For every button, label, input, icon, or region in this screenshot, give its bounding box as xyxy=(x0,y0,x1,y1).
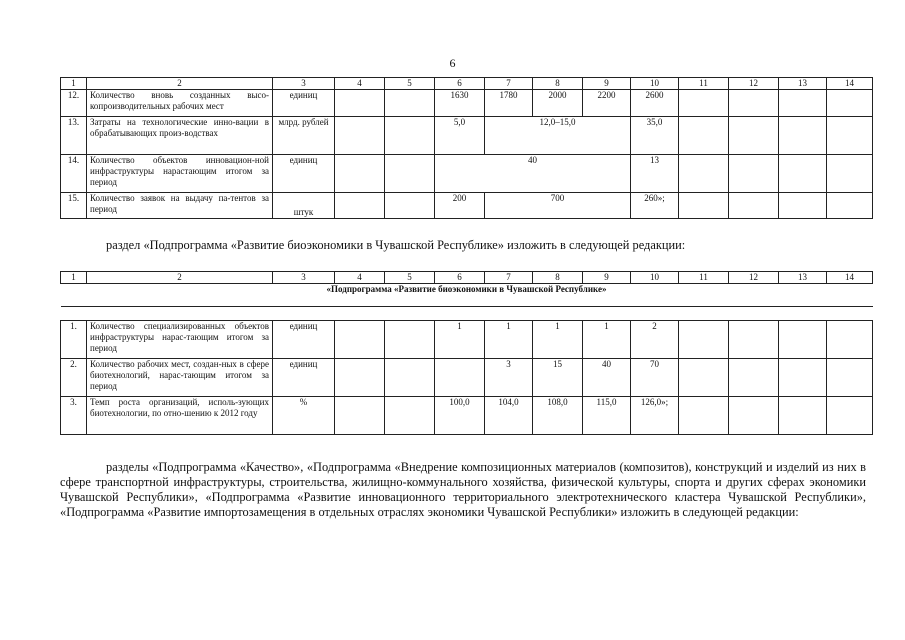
value-c8: 108,0 xyxy=(533,397,583,435)
unit: единиц xyxy=(273,90,335,117)
table-row xyxy=(61,321,873,359)
value-c10: 260»; xyxy=(631,193,679,219)
value-c6: 200 xyxy=(435,193,485,219)
page-number: 6 xyxy=(449,56,456,70)
indicator-name: Количество рабочих мест, создан-ных в сфере биотехнологий, нарас-тающим итогом за период xyxy=(87,359,273,397)
row-number: 1. xyxy=(61,321,87,359)
value-c7: 1 xyxy=(485,321,533,359)
table-row xyxy=(61,90,873,117)
indicators-table-2 xyxy=(60,271,873,435)
value-c8: 15 xyxy=(533,359,583,397)
value-c6: 5,0 xyxy=(435,117,485,155)
col-num: 12 xyxy=(729,78,779,90)
col-num: 5 xyxy=(385,78,435,90)
value-c10: 13 xyxy=(631,155,679,193)
unit: % xyxy=(273,397,335,435)
indicator-name: Количество объектов инновацион-ной инфраструктуры нарастающим итогом за период xyxy=(87,155,273,193)
paragraph-subprograms: разделы «Подпрограмма «Качество», «Подпрограмма «Внедрение композиционных материалов (композитов), конструкций и изделий из них в сфере транспортной инфраструктуры, строительства, жилищно-коммунального хозяйства, физической культуры, спорта и других сферах экономики Чувашской Республики», «Подпрограмма «Развитие инновационного территориального электротехнического кластера Чувашской Республики», «Подпрограмма «Развитие импортозамещения в отдельных отраслях экономики Чувашской Республики» изложить в следующей редакции: xyxy=(60,460,866,519)
value-c10: 70 xyxy=(631,359,679,397)
value-c6 xyxy=(435,359,485,397)
column-number-row xyxy=(61,78,873,90)
row-number: 13. xyxy=(61,117,87,155)
unit: млрд. рублей xyxy=(273,117,335,155)
value-c6: 1630 xyxy=(435,90,485,117)
table-row xyxy=(61,359,873,397)
col-num: 6 xyxy=(435,78,485,90)
value-c9: 115,0 xyxy=(583,397,631,435)
unit: единиц xyxy=(273,321,335,359)
col-num: 10 xyxy=(631,78,679,90)
value-c6-c9: 40 xyxy=(435,155,631,193)
value-c6: 100,0 xyxy=(435,397,485,435)
col-num: 13 xyxy=(779,272,827,284)
col-num: 3 xyxy=(273,78,335,90)
value-c8: 1 xyxy=(533,321,583,359)
indicator-name: Количество специализированных объектов инфраструктуры нарас-тающим итогом за период xyxy=(87,321,273,359)
indicator-name: Количество вновь созданных высо-копроизводительных рабочих мест xyxy=(87,90,273,117)
paragraph-bioeconomy: раздел «Подпрограмма «Развитие биоэкономики в Чувашской Республике» изложить в следующей редакции: xyxy=(106,238,686,252)
col-num: 10 xyxy=(631,272,679,284)
col-num: 2 xyxy=(87,78,273,90)
col-num: 8 xyxy=(533,272,583,284)
col-num: 7 xyxy=(485,78,533,90)
col-num: 3 xyxy=(273,272,335,284)
col-num: 4 xyxy=(335,78,385,90)
col-num: 4 xyxy=(335,272,385,284)
column-number-row xyxy=(61,272,873,284)
col-num: 1 xyxy=(61,78,87,90)
col-num: 14 xyxy=(827,272,873,284)
indicator-name: Темп роста организаций, исполь-зующих биотехнологии, по отно-шению к 2012 году xyxy=(87,397,273,435)
table-row xyxy=(61,397,873,435)
table-row xyxy=(61,193,873,219)
indicator-name: Затраты на технологические инно-вации в обрабатывающих произ-водствах xyxy=(87,117,273,155)
indicator-name: Количество заявок на выдачу па-тентов за период xyxy=(87,193,273,219)
value-c6: 1 xyxy=(435,321,485,359)
value-c7-c9: 12,0–15,0 xyxy=(485,117,631,155)
col-num: 9 xyxy=(583,272,631,284)
row-number: 12. xyxy=(61,90,87,117)
subprogram-title: «Подпрограмма «Развитие биоэкономики в Чувашской Республике» xyxy=(61,284,873,307)
col-num: 8 xyxy=(533,78,583,90)
col-num: 13 xyxy=(779,78,827,90)
value-c7: 1780 xyxy=(485,90,533,117)
value-c10: 2 xyxy=(631,321,679,359)
col-num: 9 xyxy=(583,78,631,90)
value-c7-c9: 700 xyxy=(485,193,631,219)
value-c10: 35,0 xyxy=(631,117,679,155)
unit: единиц xyxy=(273,155,335,193)
col-num: 2 xyxy=(87,272,273,284)
col-num: 5 xyxy=(385,272,435,284)
spacer-row xyxy=(61,307,873,321)
col-num: 12 xyxy=(729,272,779,284)
col-num: 7 xyxy=(485,272,533,284)
value-c9: 40 xyxy=(583,359,631,397)
row-number: 15. xyxy=(61,193,87,219)
unit: единиц xyxy=(273,359,335,397)
value-c8: 2000 xyxy=(533,90,583,117)
unit: штук xyxy=(273,193,335,219)
col-num: 6 xyxy=(435,272,485,284)
table-row xyxy=(61,117,873,155)
indicators-table-1 xyxy=(60,77,873,219)
value-c10: 2600 xyxy=(631,90,679,117)
row-number: 3. xyxy=(61,397,87,435)
row-number: 14. xyxy=(61,155,87,193)
col-num: 14 xyxy=(827,78,873,90)
value-c7: 104,0 xyxy=(485,397,533,435)
col-num: 1 xyxy=(61,272,87,284)
value-c10: 126,0»; xyxy=(631,397,679,435)
value-c9: 2200 xyxy=(583,90,631,117)
col-num: 11 xyxy=(679,78,729,90)
value-c7: 3 xyxy=(485,359,533,397)
value-c9: 1 xyxy=(583,321,631,359)
col-num: 11 xyxy=(679,272,729,284)
row-number: 2. xyxy=(61,359,87,397)
subtitle-row xyxy=(61,284,873,307)
table-row xyxy=(61,155,873,193)
